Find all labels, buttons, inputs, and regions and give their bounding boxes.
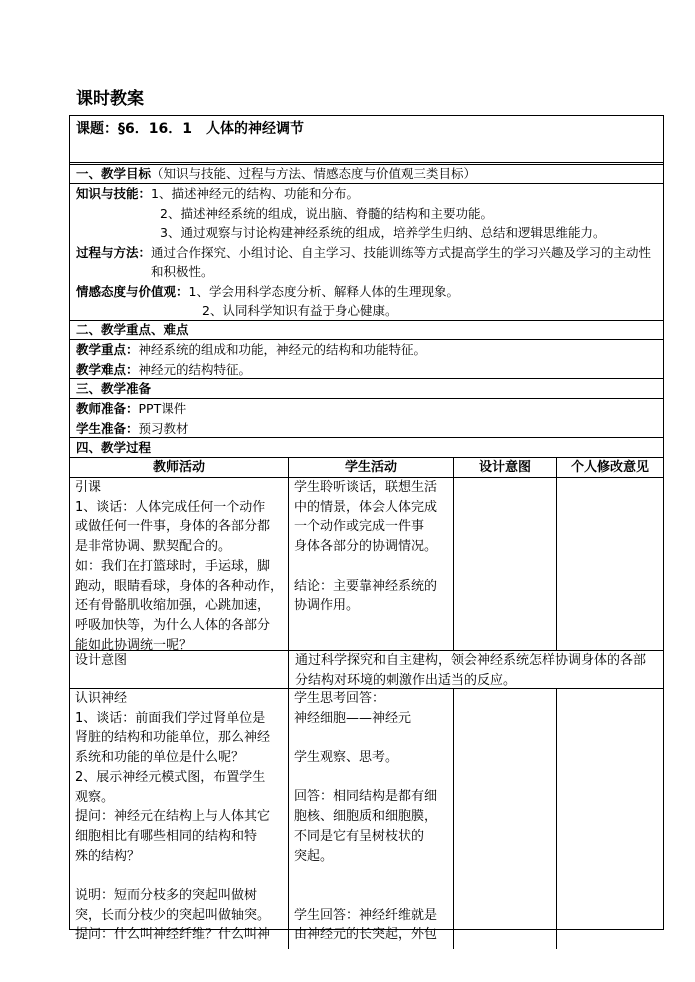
difficult-text: 神经元的结构特征。 [138, 361, 252, 377]
text-line: 神经细胞——神经元 [294, 710, 412, 726]
text-line: 学生观察、思考。 [294, 750, 399, 766]
text-line: 跑动，眼睛看球，身体的各种动作， [75, 578, 284, 594]
student-prep-label: 学生准备： [76, 420, 139, 436]
design-intent-label: 设计意图 [70, 651, 289, 688]
goals-heading-row [70, 165, 663, 184]
neuron-teacher-cell [70, 689, 289, 949]
text-line: 是非常协调、默契配合的。 [75, 539, 232, 555]
text-line: 呼吸加快等，为什么人体的各部分 [75, 617, 271, 633]
intro-notes-cell [557, 478, 663, 650]
text-line: 回答：相同结构是都有细 [294, 789, 438, 805]
process-heading-row [70, 438, 663, 458]
goals-body [70, 184, 663, 321]
design-intent-row [70, 651, 663, 689]
goals-heading: 一、教学目标 [76, 166, 152, 181]
focus-body [70, 340, 663, 379]
text-line: 2、展示神经元模式图，布置学生 [75, 769, 266, 785]
neuron-design-cell [454, 689, 557, 949]
text-line: 说明：短而分枝多的突起叫做树 [75, 888, 258, 904]
text-line: 系统和功能的单位是什么呢？ [75, 750, 245, 766]
text-line: 或做任何一件事，身体的各部分都 [75, 519, 271, 535]
text-line: 学生思考回答： [294, 691, 386, 706]
column-personal-notes: 个人修改意见 [570, 460, 649, 475]
process-text: 通过合作探究、小组讨论、自主学习、技能训练等方式提高学生的学习兴趣及学习的主动性和积极性。 [151, 244, 652, 279]
prep-heading-row [70, 379, 663, 399]
text-line: 认识神经 [75, 691, 128, 706]
design-intent-text: 通过科学探究和自主建构，领会神经系统怎样协调身体的各部分结构对环境的刺激作出适当的反应。 [295, 653, 647, 688]
text-line: 中的情景，体会人体完成 [294, 499, 438, 515]
text-line: 突，长而分枝少的突起叫做轴突。 [75, 907, 271, 923]
text-line: 胞核、细胞质和细胞膜， [294, 809, 438, 825]
process-heading: 四、教学过程 [76, 440, 152, 455]
process-row-neuron [70, 689, 663, 949]
text-line: 结论：主要靠神经系统的 [294, 578, 438, 594]
text-line: 突起。 [294, 848, 334, 864]
focus-heading: 二、教学重点、难点 [76, 322, 189, 337]
intro-student-cell [289, 478, 454, 650]
knowledge-item-3: 3、通过观察与讨论构建神经系统的组成，培养学生归纳、总结和逻辑思维能力。 [160, 225, 606, 240]
text-line: 细胞相比有哪些相同的结构和特 [75, 828, 258, 844]
text-line: 引课 [75, 480, 102, 495]
text-line: 肾脏的结构和功能单位，那么神经 [75, 730, 271, 746]
intro-teacher-cell [70, 478, 289, 653]
text-line: 一个动作或完成一件事 [294, 519, 425, 535]
teacher-prep-text: PPT课件 [138, 401, 187, 416]
prep-heading: 三、教学准备 [76, 381, 152, 396]
prep-body [70, 399, 663, 438]
column-design-intent: 设计意图 [454, 458, 557, 477]
process-table-header [70, 458, 663, 478]
text-line: 提问：神经元在结构上与人体其它 [75, 809, 271, 825]
column-student-activity: 学生活动 [289, 458, 454, 477]
text-line: 协调作用。 [294, 598, 360, 614]
key-text: 神经系统的组成和功能，神经元的结构和功能特征。 [138, 342, 427, 357]
knowledge-item-2: 2、描述神经系统的组成，说出脑、脊髓的结构和主要功能。 [160, 205, 493, 221]
knowledge-label: 知识与技能： [76, 186, 152, 201]
neuron-student-cell [289, 689, 454, 949]
text-line: 如：我们在打篮球时，手运球，脚 [75, 558, 271, 574]
process-row-intro [70, 478, 663, 651]
text-line: 身体各部分的协调情况。 [294, 539, 438, 555]
emotion-item-2: 2、认同科学知识有益于身心健康。 [202, 303, 398, 318]
text-line: 还有骨骼肌收缩加强，心跳加速， [75, 598, 271, 614]
emotion-item-1: 1、学会用科学态度分析、解释人体的生理现象。 [188, 283, 459, 299]
student-prep-text: 预习教材 [138, 420, 189, 436]
lesson-plan-table [69, 115, 664, 943]
text-line: 学生回答：神经纤维就是 [294, 907, 438, 923]
topic-row [70, 116, 663, 163]
text-line: 1、谈话：人体完成任何一个动作 [75, 499, 266, 515]
process-label: 过程与方法： [76, 244, 152, 260]
neuron-notes-cell [557, 689, 663, 949]
topic-text: 课题：§6．16．1 人体的神经调节 [76, 121, 304, 137]
intro-design-cell [454, 478, 557, 650]
text-line: 提问：什么叫神经纤维？什么叫神 [75, 927, 271, 943]
text-line: 殊的结构？ [75, 848, 141, 864]
page-title: 课时教案 [76, 89, 144, 109]
knowledge-item-1: 1、描述神经元的结构、功能和分布。 [151, 186, 359, 201]
text-line: 能如此协调统一呢？ [75, 637, 193, 653]
text-line: 观察。 [75, 789, 115, 805]
text-line: 1、谈话：前面我们学过肾单位是 [75, 710, 266, 726]
goals-note: （知识与技能、过程与方法、情感态度与价值观三类目标） [151, 166, 477, 181]
focus-heading-row [70, 321, 663, 340]
difficult-label: 教学难点： [76, 361, 139, 377]
teacher-prep-label: 教师准备： [76, 401, 139, 416]
text-line: 学生聆听谈话，联想生活 [294, 480, 438, 495]
column-teacher-activity: 教师活动 [70, 458, 289, 477]
key-label: 教学重点： [76, 342, 139, 357]
emotion-label: 情感态度与价值观： [76, 283, 189, 299]
text-line: 不同是它有呈树枝状的 [294, 828, 425, 844]
text-line: 由神经元的长突起，外包 [294, 927, 438, 943]
